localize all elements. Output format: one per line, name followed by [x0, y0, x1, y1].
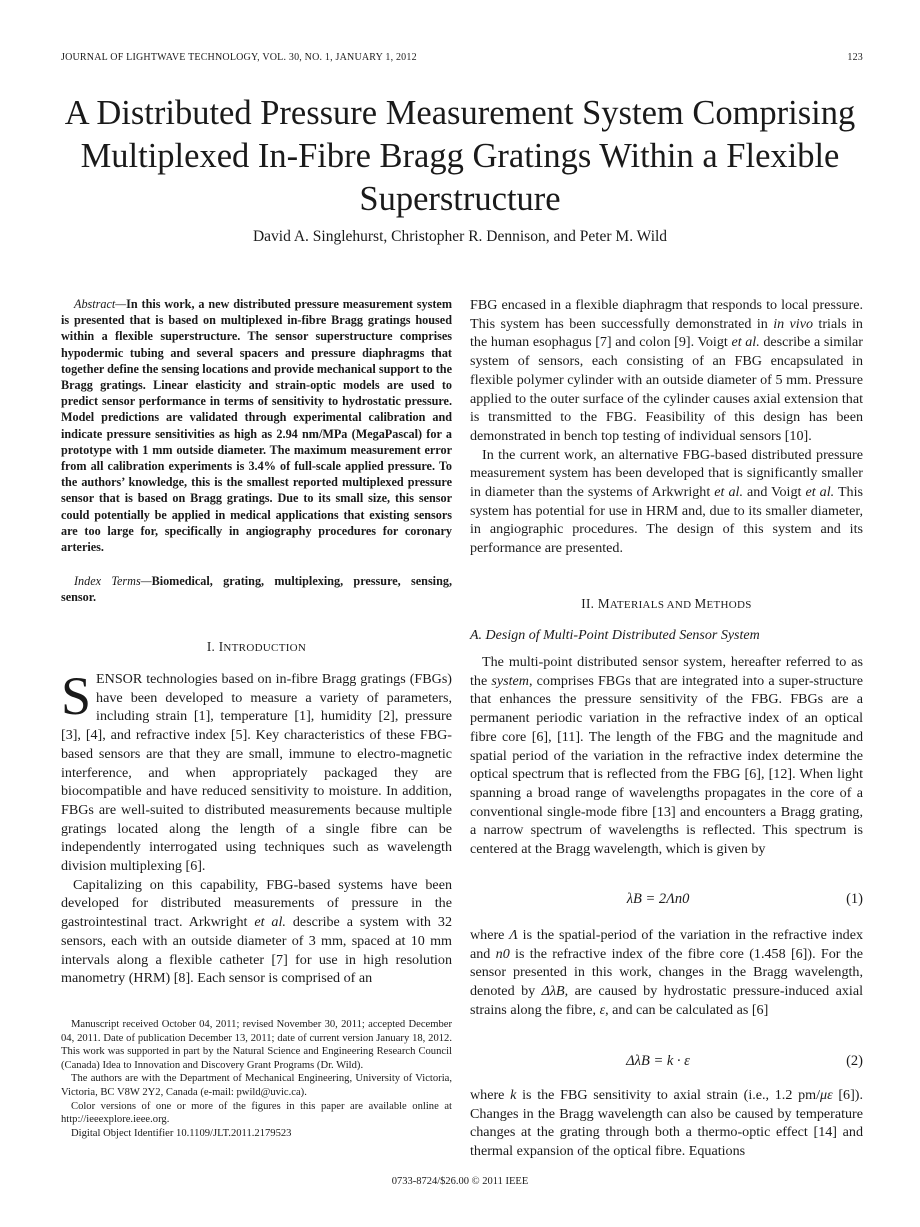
right-paragraph-4: where Λ is the spatial-period of the variation in the refractive index and n0 is the refractive index of the fibre core (1.458 [6]). For the sensor presented in this work, changes in the Bragg wavelength, denoted by ΔλB, are caused by hydrostatic pressure-induced axial strains along the fibre, ε, and can be calculated as [6] [470, 927, 864, 1018]
equation-1-expression: λB = 2Λn0 [626, 891, 690, 907]
authors: David A. Singlehurst, Christopher R. Dennison, and Peter M. Wild [252, 228, 668, 245]
intro-paragraph-2: Capitalizing on this capability, FBG-based systems have been developed for distributed measurements of pressure in the gastrointestinal tract. Arkwright et al. describe a system with 32 sensors, each with an outside diameter of 3 mm, spaced at 10 mm intervals along a flexible catheter [7] for use in high resolution manometry (HRM) [8]. Each sensor is comprised of an [61, 876, 452, 987]
right-column-after-eq2 [470, 1086, 863, 1161]
right-paragraph-2: In the current work, an alternative FBG-based distributed pressure measurement system has been developed that is significantly smaller in diameter than the systems of Arkwright et al. and Voigt et al. This system has potential for use in HRM and, due to its smaller diameter, in angiographic procedures. The design of this system and its performance are presented. [470, 446, 864, 557]
index-terms [61, 573, 452, 605]
right-column-after-eq1 [470, 926, 863, 1020]
right-column-top [470, 296, 863, 558]
equation-2 [470, 1053, 863, 1070]
copyright-footer: 0733-8724/$26.00 © 2011 IEEE [391, 1176, 529, 1187]
equation-1-number: (1) [846, 891, 863, 907]
page-number: 123 [847, 52, 863, 63]
abstract-text: In this work, a new distributed pressure measurement system is presented that is based on multiplexed in-fibre Bragg gratings housed within a flexible superstructure. The sensor superstructure comprises hypodermic tubing and several spacers and pressure diaphragms that together define the sensing locations and provide mechanical support to the Bragg gratings. Linear elasticity and strain-optic models are used to predict sensor performance in terms of sensitivity to hydrostatic pressure. Model predictions are validated through experimental calibration and indicate pressure sensitivities as high as 2.94 nm/MPa (MegaPascal) for a prototype with 1 mm outside diameter. The maximum measurement error from all calibration experiments is 3.4% of full-scale applied pressure. To the authors’ knowledge, this is the smallest reported multiplexed pressure sensor that is based on Bragg gratings. Due to its small size, this sensor could potentially be applied in medical applications that existing sensors are too large for, specifically in angiography procedures for coronary arteries. [61, 297, 452, 555]
index-terms-text: Biomedical, grating, multiplexing, pressure, sensing, sensor. [61, 574, 452, 605]
footnotes [61, 1018, 452, 1140]
right-column-section-a [470, 653, 863, 859]
right-paragraph-3: The multi-point distributed sensor system, hereafter referred to as the system, comprises FBGs that are integrated into a super-structure that enhances the pressure sensitivity of the FBG. FBGs are a permanent periodic variation in the refractive index of an optical fibre core [6], [11]. The length of the FBG and the magnitude and spatial period of the variation in the refractive index determine the optical spectrum that is reflected from the FBG [6], [12]. When light spanning a broad range of wavelengths propagates in the core of a conventional single-mode fibre [13] and encounters a Bragg grating, a narrow spectrum of wavelengths is reflected. This spectrum is centered at the Bragg wavelength, which is given by [470, 654, 863, 858]
abstract-label: Abstract— [74, 297, 127, 311]
paper-title: A Distributed Pressure Measurement System Comprising Multiplexed In-Fibre Bragg Gratings Within a Flexible Superstructure [64, 94, 856, 218]
subsection-heading-a: A. Design of Multi-Point Distributed Sensor System [470, 628, 760, 643]
right-paragraph-1: FBG encased in a flexible diaphragm that responds to local pressure. This system has been successfully demonstrated in in vivo trials in the human esophagus [7] and colon [9]. Voigt et al. describe a similar system of sensors, each consisting of an FBG encapsulated in flexible polymer cylinder with an outside diameter of 5 mm. Pressure applied to the outer surface of the cylinder causes axial extension that is transmitted to the FBG. Feasibility of this design has been demonstrated in bench top testing of individual sensors [10]. [470, 297, 863, 444]
footnote-affiliation: The authors are with the Department of Mechanical Engineering, University of Victoria, Victoria, BC V8W 2Y2, Canada (e-mail: pwild@uvic.ca). [61, 1073, 452, 1098]
section-heading-materials-methods: II. MATERIALS AND METHODS [581, 596, 752, 611]
equation-2-expression: ΔλB = k · ε [626, 1053, 690, 1069]
footnote-color: Color versions of one or more of the figures in this paper are available online at http://ieeexplore.ieee.org. [61, 1100, 452, 1126]
introduction-body [61, 666, 452, 988]
equation-2-number: (2) [846, 1053, 863, 1069]
footnote-manuscript: Manuscript received October 04, 2011; revised November 30, 2011; accepted December 04, 2011. Date of publication December 13, 2011; date of current version January 18, 2012. This work was supported in part by the Natural Science and Engineering Research Council (Canada) Idea to Innovation and Discovery Grant Programs (Dr. Wild). [61, 1019, 452, 1071]
equation-1 [470, 891, 863, 908]
intro-paragraph-1: SENSOR technologies based on in-fibre Bragg gratings (FBGs) have been developed to measure a variety of parameters, including strain [1], temperature [1], humidity [2], pressure [3], [4], and refractive index [5]. Key characteristics of these FBG-based sensors are that they are small, immune to electro-magnetic interference, and when appropriately packaged they are biocompatible and have reduced sensitivity to moisture. In addition, FBGs are well-suited to distributed measurements because multiple gratings located along the length of a single fibre can be independently interrogated using techniques such as wavelength division multiplexing [6]. [61, 666, 452, 875]
footnote-doi: Digital Object Identifier 10.1109/JLT.2011.2179523 [71, 1127, 292, 1139]
index-terms-label: Index Terms— [74, 574, 152, 588]
journal-header: JOURNAL OF LIGHTWAVE TECHNOLOGY, VOL. 30, NO. 1, JANUARY 1, 2012 [61, 52, 417, 63]
drop-cap: S [61, 666, 92, 726]
abstract [61, 296, 452, 555]
section-heading-introduction: I. INTRODUCTION [206, 639, 307, 654]
right-paragraph-5: where k is the FBG sensitivity to axial strain (i.e., 1.2 pm/με [6]). Changes in the Bragg wavelength can also be caused by temperature changes at the grating through both a thermo-optic effect [14] and thermal expansion of the optical fibre. Equations [470, 1087, 864, 1160]
